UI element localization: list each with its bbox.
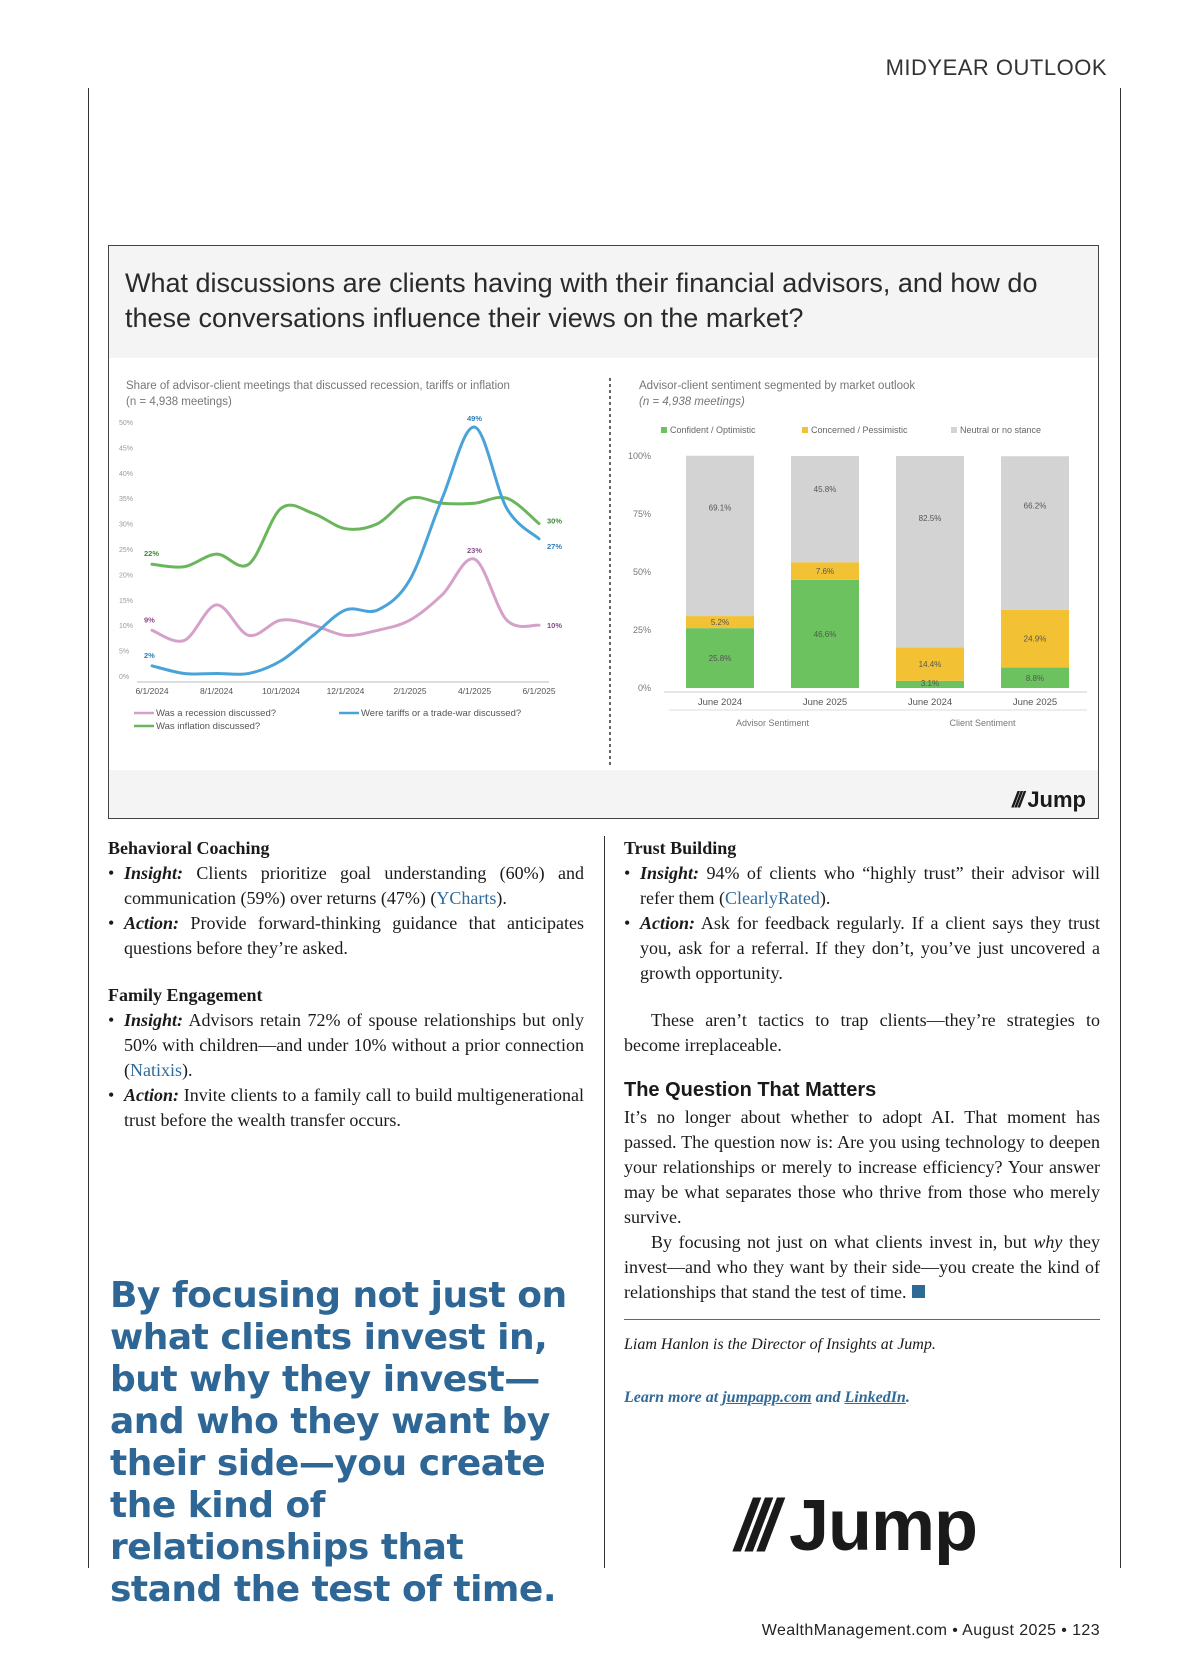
bar-segment — [791, 456, 859, 562]
figure-title: What discussions are clients having with their financial advisors, and how do these conversations influence their views on the market? — [125, 268, 1038, 333]
learn-more-text: . — [905, 1389, 910, 1406]
bar-segment — [686, 456, 754, 616]
figure-brand-text: Jump — [1027, 787, 1086, 812]
jumpapp-link[interactable]: jumpapp.com — [722, 1389, 812, 1406]
right-column-rule — [1120, 88, 1121, 1568]
bar-chart-subtitle: (n = 4,938 meetings) — [639, 396, 745, 408]
category-label: June 2025 — [1012, 697, 1058, 708]
closing-paragraph — [624, 1230, 1100, 1305]
bar-chart-legend — [661, 425, 1041, 435]
bar-data-label: 69.1% — [708, 503, 732, 513]
y-tick-label: 0% — [119, 674, 130, 681]
bullet-tail: ). — [819, 888, 831, 908]
y-tick-label: 75% — [632, 509, 651, 519]
divider — [624, 1319, 1100, 1320]
jump-slashes-icon: /// — [735, 1486, 772, 1566]
bullet-lead: Action: — [124, 1085, 180, 1105]
learn-more-text: and — [811, 1389, 845, 1406]
bar-data-label: 3.1% — [920, 679, 940, 688]
bar-data-label: 66.2% — [1023, 501, 1047, 511]
data-label: 27% — [547, 541, 563, 551]
x-tick-label: 4/1/2025 — [457, 686, 492, 696]
linkedin-link[interactable]: LinkedIn — [844, 1389, 906, 1406]
legend-label: Was a recession discussed? — [156, 708, 277, 719]
y-tick-label: 45% — [119, 445, 134, 453]
section-heading: Behavioral Coaching — [108, 838, 270, 858]
jump-slashes-icon: /// — [1011, 787, 1022, 812]
bullet-item — [108, 1008, 584, 1083]
closing-text: they invest—and who they want by their side—you create the kind of relationships that stand the test of time. — [624, 1232, 1100, 1302]
family-engagement-section — [108, 983, 584, 1133]
legend-label: Confident / Optimistic — [670, 425, 756, 435]
legend-swatch — [661, 427, 667, 433]
trust-building-section — [624, 836, 1100, 986]
source-link-clearlyrated[interactable]: ClearlyRated — [724, 888, 820, 908]
figure-body — [109, 358, 1098, 770]
bullet-item — [624, 911, 1100, 986]
legend-label: Neutral or no stance — [960, 425, 1042, 435]
line-chart-y-axis — [119, 420, 549, 682]
closing-emphasis: why — [1033, 1232, 1063, 1252]
x-tick-label: 2/1/2025 — [393, 686, 427, 696]
legend-label: Were tariffs or a trade-war discussed? — [361, 708, 522, 719]
infographic-figure — [108, 245, 1099, 819]
x-tick-label: 6/1/2024 — [135, 686, 169, 696]
section-label: MIDYEAR OUTLOOK — [885, 55, 1107, 80]
bar-data-label: 25.8% — [708, 654, 732, 664]
data-label: 49% — [466, 414, 483, 424]
category-label: June 2024 — [697, 697, 743, 708]
y-tick-label: 40% — [119, 470, 134, 478]
bar-data-label: 46.6% — [813, 629, 837, 639]
bar-data-label: 45.8% — [813, 485, 837, 495]
y-tick-label: 35% — [119, 496, 134, 504]
figure-charts — [109, 358, 1098, 770]
learn-more-text: Learn more at — [624, 1389, 723, 1406]
center-column-rule — [604, 836, 605, 1568]
data-label: 22% — [144, 549, 160, 559]
y-tick-label: 25% — [632, 625, 651, 635]
bullet-tail: ). — [182, 1060, 193, 1080]
bullet-lead: Insight: — [124, 863, 184, 883]
bar-chart-data-labels — [709, 485, 1047, 688]
bullet-text: Provide forward-thinking guidance that anticipates questions before they’re asked. — [124, 913, 584, 958]
legend-label: Concerned / Pessimistic — [811, 425, 908, 435]
behavioral-coaching-section — [108, 836, 584, 961]
end-mark-icon — [912, 1285, 925, 1298]
y-tick-label: 5% — [119, 648, 130, 656]
line-chart-subtitle: (n = 4,938 meetings) — [126, 396, 232, 408]
bar-data-label: 5.2% — [710, 618, 730, 628]
data-label: 10% — [547, 621, 563, 631]
bullet-text: 94% of clients who “highly trust” their advisor will refer them ( — [640, 863, 1100, 908]
data-label: 2% — [144, 650, 155, 660]
bar-segment — [896, 456, 964, 647]
line-chart-legend — [134, 708, 521, 732]
bar-chart-x-axis — [669, 697, 1087, 728]
bar-data-label: 14.4% — [918, 660, 942, 670]
bar-data-label: 7.6% — [815, 567, 835, 577]
jump-logo-text: Jump — [789, 1486, 978, 1566]
series-line-3 — [152, 497, 539, 567]
group-label: Client Sentiment — [949, 718, 1016, 728]
bar-segment — [1001, 456, 1069, 610]
bullet-lead: Insight: — [640, 863, 700, 883]
data-label: 30% — [547, 516, 563, 526]
bar-chart-bars — [686, 456, 1069, 688]
bullet-text: Clients prioritize goal understanding (60%) and communication (59%) over returns (47%) ( — [124, 863, 584, 908]
closing-text: By focusing not just on what clients invest in, but — [651, 1232, 1034, 1252]
bar-data-label: 8.8% — [1025, 673, 1045, 683]
series-line-1 — [152, 559, 539, 642]
y-tick-label: 30% — [119, 521, 134, 529]
bullet-item — [108, 861, 584, 911]
bullet-lead: Action: — [640, 913, 696, 933]
bar-data-label: 24.9% — [1023, 634, 1047, 644]
bullet-text: Invite clients to a family call to build multigenerational trust before the wealth transfer occurs. — [124, 1085, 584, 1130]
bullet-text: Advisors retain 72% of spouse relationships but only 50% with children—and under 10% without a prior connection ( — [124, 1010, 584, 1080]
page-footer: WealthManagement.com • August 2025 • 123 — [761, 1622, 1100, 1639]
group-label: Advisor Sentiment — [735, 718, 810, 728]
figure-brand-logo — [1012, 787, 1086, 813]
line-chart-data-labels — [144, 414, 562, 660]
bullet-lead: Action: — [124, 913, 180, 933]
section-heading: Family Engagement — [108, 985, 263, 1005]
x-tick-label: 10/1/2024 — [262, 686, 300, 696]
y-tick-label: 15% — [119, 597, 134, 605]
y-tick-label: 50% — [632, 567, 651, 577]
source-link-ycharts[interactable]: YCharts — [436, 888, 497, 908]
y-tick-label: 0% — [637, 683, 651, 693]
right-column — [624, 836, 1100, 1410]
x-tick-label: 8/1/2024 — [199, 686, 234, 696]
y-tick-label: 20% — [119, 572, 134, 580]
jump-logo — [735, 1485, 977, 1567]
bullet-tail: ). — [496, 888, 507, 908]
bullet-item — [108, 1083, 584, 1133]
left-column — [108, 836, 584, 1155]
author-bio: Liam Hanlon is the Director of Insights at Jump. — [624, 1336, 936, 1353]
learn-more — [624, 1385, 1100, 1410]
line-chart-title: Share of advisor-client meetings that discussed recession, tariffs or inflation — [126, 380, 510, 392]
section-heading: Trust Building — [624, 838, 737, 858]
bullet-item — [108, 911, 584, 961]
subheading: The Question That Matters — [624, 1079, 877, 1101]
left-column-rule — [88, 88, 89, 1568]
y-tick-label: 100% — [627, 451, 651, 461]
pull-quote: By focusing not just on what clients invest in, but why they invest—and who they want by their side—you create the kind of relationships that stand the test of time. — [110, 1275, 567, 1610]
category-label: June 2025 — [802, 697, 848, 708]
x-tick-label: 12/1/2024 — [326, 686, 365, 696]
bar-chart-title: Advisor-client sentiment segmented by market outlook — [639, 380, 916, 392]
source-link-natixis[interactable]: Natixis — [130, 1060, 182, 1080]
legend-swatch — [802, 427, 808, 433]
data-label: 9% — [144, 615, 155, 625]
data-label: 23% — [466, 546, 483, 556]
category-label: June 2024 — [907, 697, 953, 708]
legend-swatch — [951, 427, 957, 433]
y-tick-label: 50% — [119, 420, 134, 427]
line-chart-x-axis — [135, 686, 555, 696]
bullet-text: Ask for feedback regularly. If a client says they trust you, ask for a referral. If they don’t, you’ve just uncovered a growth opportunity. — [640, 913, 1100, 983]
y-tick-label: 10% — [119, 623, 134, 631]
x-tick-label: 6/1/2025 — [522, 686, 556, 696]
bar-data-label: 82.5% — [918, 514, 942, 524]
body-paragraph: It’s no longer about whether to adopt AI. That moment has passed. The question now is: Are you using technology to deepen your relationships or merely to increase efficiency? Your answer may be what separates those who thrive from those who merely survive. — [624, 1107, 1100, 1227]
y-tick-label: 25% — [119, 547, 134, 554]
bullet-item — [624, 861, 1100, 911]
bullet-lead: Insight: — [124, 1010, 184, 1030]
legend-label: Was inflation discussed? — [156, 721, 261, 732]
body-paragraph: These aren’t tactics to trap clients—they’re strategies to become irreplaceable. — [624, 1010, 1100, 1055]
